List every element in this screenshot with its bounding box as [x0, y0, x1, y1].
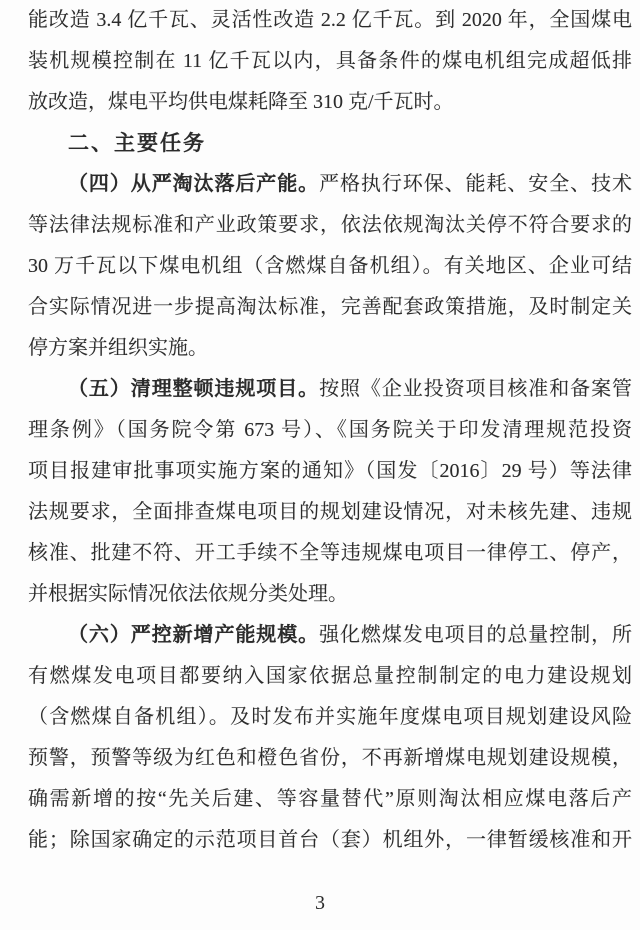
paragraph-text: 并根据实际情况依法依规分类处理。: [28, 583, 348, 605]
heading-text: 二、主要任务: [68, 132, 206, 155]
paragraph-text: 核准、批建不符、开工手续不全等违规煤电项目一律停工、停产，: [28, 542, 632, 564]
paragraph-text: 项目报建审批事项实施方案的通知》（国发〔2016〕29 号）等法律: [28, 460, 632, 482]
paragraph-lead-text: （四）从严淘汰落后产能。: [68, 173, 320, 195]
paragraph-text: 30 万千瓦以下煤电机组（含燃煤自备机组）。有关地区、企业可结: [28, 255, 632, 277]
paragraph-lead-text: （五）清理整顿违规项目。: [68, 378, 320, 400]
text-line: [28, 0, 632, 41]
text-line: [28, 82, 632, 123]
paragraph-text: 停方案并组织实施。: [28, 337, 208, 359]
paragraph-text: 等法律法规标准和产业政策要求，依法依规淘汰关停不符合要求的: [28, 214, 632, 236]
text-line: [28, 451, 632, 492]
text-line: [28, 205, 632, 246]
text-line: [28, 246, 632, 287]
paragraph-text: 有燃煤发电项目都要纳入国家依据总量控制制定的电力建设规划: [28, 665, 632, 687]
text-line: [28, 820, 632, 861]
text-line: [28, 656, 632, 697]
text-line: [28, 41, 632, 82]
paragraph-text: 强化燃煤发电项目的总量控制，所: [319, 624, 632, 646]
document-body: [28, 0, 632, 861]
paragraph-text: 能；除国家确定的示范项目首台（套）机组外，一律暂缓核准和开: [28, 829, 632, 851]
paragraph-text: 能改造 3.4 亿千瓦、灵活性改造 2.2 亿千瓦。到 2020 年，全国煤电: [28, 9, 632, 31]
paragraph-text: 严格执行环保、能耗、安全、技术: [319, 173, 632, 195]
text-line: [28, 738, 632, 779]
paragraph-text: 按照《企业投资项目核准和备案管: [319, 378, 632, 400]
text-line: [28, 574, 632, 615]
text-line: [28, 533, 632, 574]
text-line: [28, 369, 632, 410]
section-heading: [28, 123, 632, 164]
text-line: [28, 615, 632, 656]
text-line: [28, 492, 632, 533]
paragraph-text: 预警，预警等级为红色和橙色省份，不再新增煤电规划建设规模，: [28, 747, 632, 769]
text-line: [28, 779, 632, 820]
text-line: [28, 328, 632, 369]
page-number: 3: [315, 892, 325, 914]
paragraph-text: 理条例》（国务院令第 673 号）、《国务院关于印发清理规范投资: [28, 419, 632, 441]
paragraph-text: 放改造，煤电平均供电煤耗降至 310 克/千瓦时。: [28, 91, 454, 113]
paragraph-text: 确需新增的按“先关后建、等容量替代”原则淘汰相应煤电落后产: [28, 788, 632, 810]
paragraph-lead-text: （六）严控新增产能规模。: [68, 624, 320, 646]
text-line: [28, 697, 632, 738]
paragraph-text: 装机规模控制在 11 亿千瓦以内，具备条件的煤电机组完成超低排: [28, 50, 632, 72]
text-line: [28, 164, 632, 205]
text-line: [28, 410, 632, 451]
paragraph-text: 法规要求，全面排查煤电项目的规划建设情况，对未核先建、违规: [28, 501, 632, 523]
text-line: [28, 287, 632, 328]
paragraph-text: 合实际情况进一步提高淘汰标准，完善配套政策措施，及时制定关: [28, 296, 632, 318]
paragraph-text: （含燃煤自备机组）。及时发布并实施年度煤电项目规划建设风险: [28, 706, 632, 728]
